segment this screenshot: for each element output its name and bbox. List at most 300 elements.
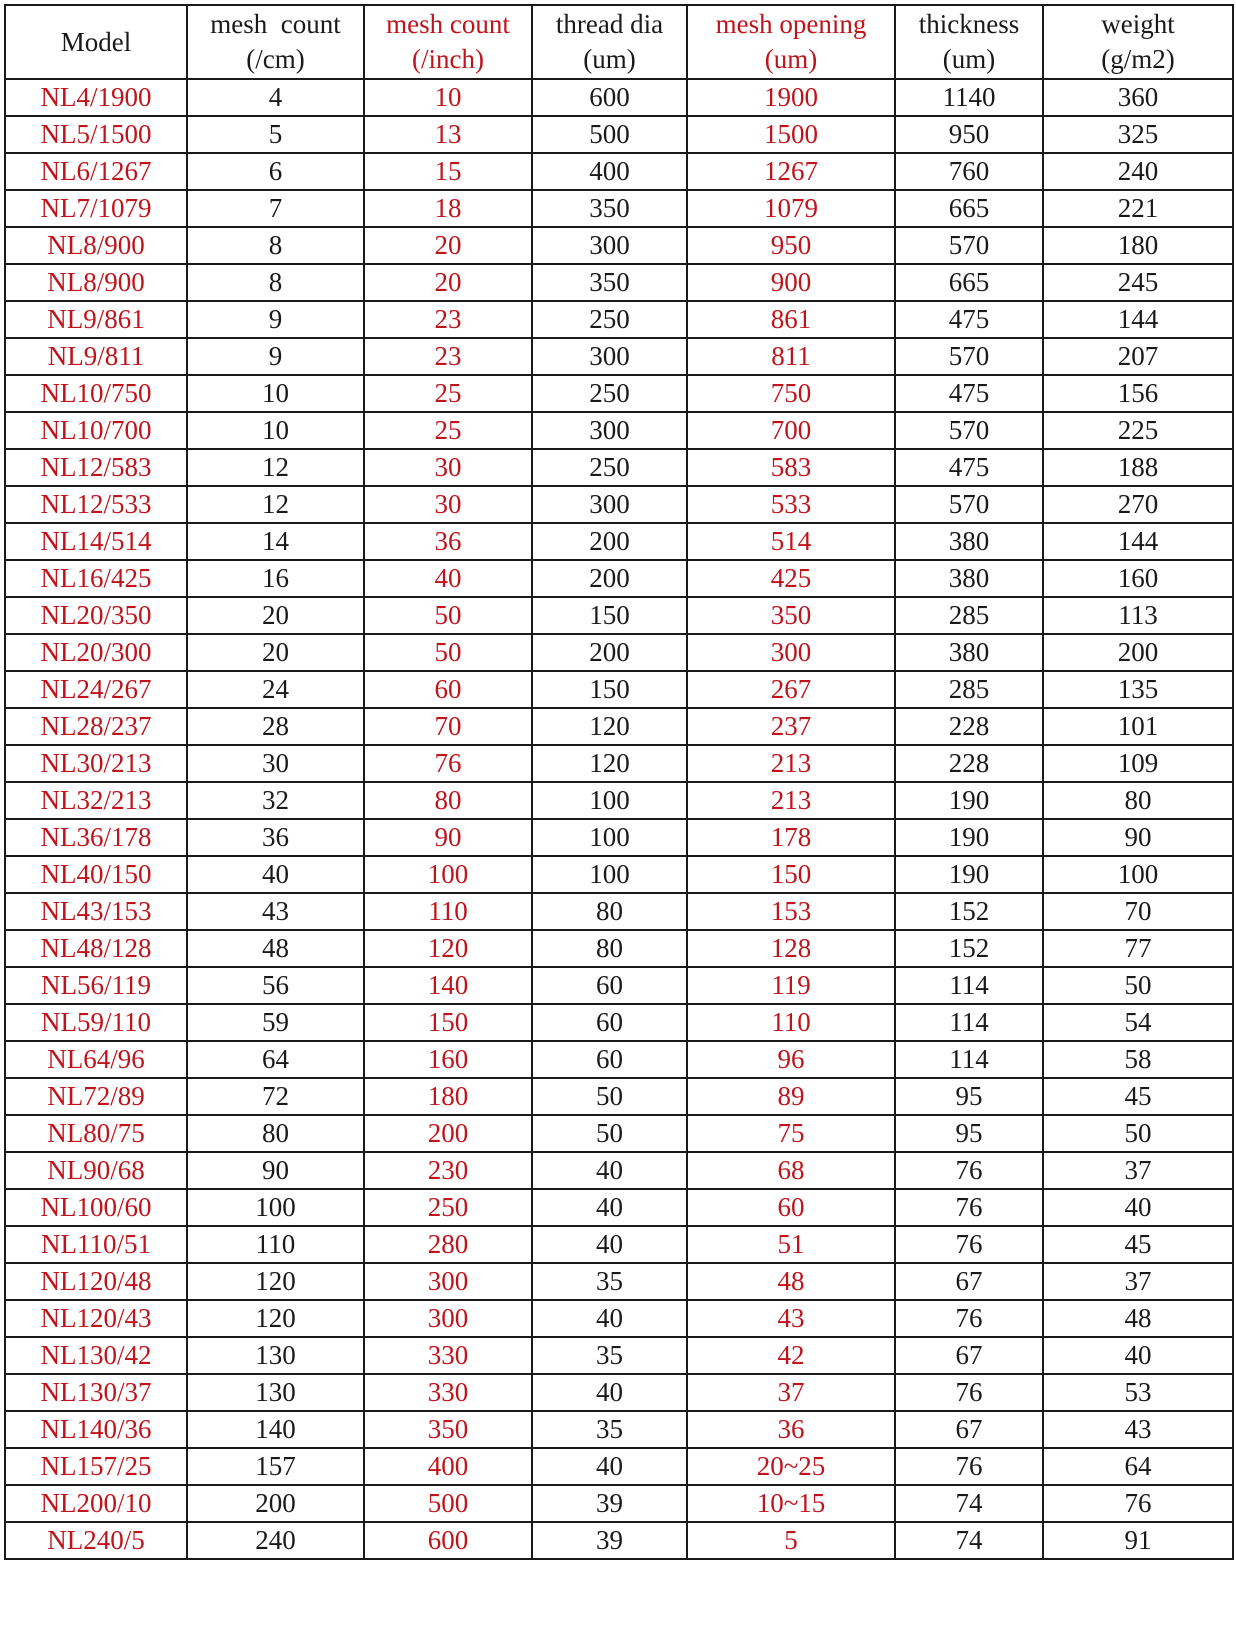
cell-mesh-opening: 350 [687,597,895,634]
cell-weight: 80 [1043,782,1233,819]
cell-mesh-count-inch: 20 [364,264,532,301]
cell-model: NL90/68 [5,1152,187,1189]
cell-thread-dia: 200 [532,560,687,597]
cell-thread-dia: 300 [532,227,687,264]
cell-mesh-opening: 533 [687,486,895,523]
cell-model: NL10/750 [5,375,187,412]
cell-thickness: 228 [895,708,1043,745]
cell-thread-dia: 60 [532,1004,687,1041]
cell-mesh-opening: 861 [687,301,895,338]
cell-mesh-count-cm: 20 [187,634,364,671]
cell-mesh-count-inch: 200 [364,1115,532,1152]
cell-mesh-opening: 300 [687,634,895,671]
cell-thickness: 380 [895,560,1043,597]
table-row [5,893,1233,930]
cell-mesh-count-cm: 6 [187,153,364,190]
cell-thickness: 67 [895,1337,1043,1374]
cell-model: NL43/153 [5,893,187,930]
cell-model: NL8/900 [5,227,187,264]
cell-mesh-opening: 213 [687,782,895,819]
cell-thread-dia: 35 [532,1337,687,1374]
cell-mesh-count-cm: 90 [187,1152,364,1189]
cell-thread-dia: 80 [532,930,687,967]
cell-mesh-opening: 5 [687,1522,895,1559]
cell-mesh-opening: 20~25 [687,1448,895,1485]
cell-weight: 113 [1043,597,1233,634]
cell-thread-dia: 600 [532,79,687,116]
cell-mesh-count-cm: 14 [187,523,364,560]
cell-weight: 76 [1043,1485,1233,1522]
cell-mesh-opening: 96 [687,1041,895,1078]
table-row [5,597,1233,634]
cell-weight: 40 [1043,1337,1233,1374]
table-row [5,449,1233,486]
cell-mesh-count-inch: 180 [364,1078,532,1115]
table-row [5,1226,1233,1263]
cell-model: NL36/178 [5,819,187,856]
cell-thread-dia: 150 [532,597,687,634]
cell-mesh-count-cm: 157 [187,1448,364,1485]
cell-weight: 48 [1043,1300,1233,1337]
cell-mesh-count-cm: 20 [187,597,364,634]
cell-mesh-opening: 42 [687,1337,895,1374]
cell-mesh-opening: 1267 [687,153,895,190]
cell-model: NL12/533 [5,486,187,523]
table-row [5,523,1233,560]
cell-weight: 101 [1043,708,1233,745]
cell-mesh-opening: 178 [687,819,895,856]
cell-weight: 207 [1043,338,1233,375]
cell-weight: 160 [1043,560,1233,597]
cell-mesh-count-cm: 59 [187,1004,364,1041]
table-row [5,1300,1233,1337]
cell-thickness: 665 [895,264,1043,301]
cell-mesh-count-cm: 140 [187,1411,364,1448]
cell-model: NL48/128 [5,930,187,967]
table-row [5,190,1233,227]
cell-model: NL59/110 [5,1004,187,1041]
cell-thread-dia: 300 [532,412,687,449]
cell-mesh-opening: 811 [687,338,895,375]
cell-thread-dia: 350 [532,264,687,301]
cell-mesh-opening: 75 [687,1115,895,1152]
header-model: Model [5,5,187,79]
cell-model: NL5/1500 [5,116,187,153]
cell-thread-dia: 60 [532,1041,687,1078]
cell-weight: 100 [1043,856,1233,893]
cell-mesh-count-cm: 10 [187,412,364,449]
cell-mesh-count-cm: 30 [187,745,364,782]
header-mesh-count-inch [364,5,532,79]
table-row [5,1337,1233,1374]
table-row [5,301,1233,338]
cell-mesh-count-inch: 25 [364,412,532,449]
cell-thread-dia: 100 [532,856,687,893]
cell-mesh-count-inch: 100 [364,856,532,893]
cell-mesh-count-inch: 80 [364,782,532,819]
cell-weight: 144 [1043,301,1233,338]
cell-mesh-opening: 425 [687,560,895,597]
cell-mesh-count-cm: 24 [187,671,364,708]
header-thread-dia-label: thread dia [555,9,664,39]
cell-weight: 360 [1043,79,1233,116]
cell-mesh-count-inch: 30 [364,449,532,486]
cell-mesh-opening: 51 [687,1226,895,1263]
cell-mesh-opening: 213 [687,745,895,782]
cell-thickness: 190 [895,856,1043,893]
cell-mesh-opening: 153 [687,893,895,930]
cell-model: NL9/861 [5,301,187,338]
cell-mesh-opening: 37 [687,1374,895,1411]
cell-weight: 225 [1043,412,1233,449]
cell-weight: 144 [1043,523,1233,560]
cell-weight: 77 [1043,930,1233,967]
cell-mesh-count-inch: 350 [364,1411,532,1448]
cell-weight: 40 [1043,1189,1233,1226]
cell-mesh-count-inch: 23 [364,338,532,375]
table-row [5,1041,1233,1078]
cell-mesh-count-inch: 400 [364,1448,532,1485]
cell-model: NL80/75 [5,1115,187,1152]
header-row [5,5,1233,79]
cell-model: NL8/900 [5,264,187,301]
table-row [5,1448,1233,1485]
cell-thread-dia: 100 [532,782,687,819]
cell-thickness: 285 [895,671,1043,708]
cell-model: NL28/237 [5,708,187,745]
cell-weight: 180 [1043,227,1233,264]
cell-mesh-count-cm: 12 [187,449,364,486]
cell-mesh-count-inch: 18 [364,190,532,227]
cell-mesh-count-cm: 200 [187,1485,364,1522]
header-mesh-count-cm [187,5,364,79]
cell-thickness: 76 [895,1300,1043,1337]
cell-mesh-opening: 36 [687,1411,895,1448]
cell-thread-dia: 250 [532,449,687,486]
cell-thread-dia: 250 [532,301,687,338]
cell-mesh-opening: 10~15 [687,1485,895,1522]
cell-mesh-opening: 900 [687,264,895,301]
cell-model: NL32/213 [5,782,187,819]
cell-mesh-count-cm: 120 [187,1300,364,1337]
cell-mesh-count-cm: 130 [187,1374,364,1411]
cell-mesh-opening: 119 [687,967,895,1004]
cell-model: NL72/89 [5,1078,187,1115]
cell-thickness: 95 [895,1078,1043,1115]
cell-thickness: 152 [895,930,1043,967]
cell-thickness: 114 [895,1041,1043,1078]
cell-weight: 37 [1043,1263,1233,1300]
table-row [5,782,1233,819]
table-row [5,1263,1233,1300]
cell-model: NL100/60 [5,1189,187,1226]
cell-model: NL240/5 [5,1522,187,1559]
cell-thickness: 190 [895,782,1043,819]
cell-mesh-count-inch: 36 [364,523,532,560]
cell-thread-dia: 40 [532,1300,687,1337]
cell-thread-dia: 40 [532,1152,687,1189]
cell-mesh-count-inch: 76 [364,745,532,782]
cell-mesh-count-cm: 43 [187,893,364,930]
table-row [5,375,1233,412]
cell-weight: 58 [1043,1041,1233,1078]
table-row [5,671,1233,708]
cell-mesh-count-cm: 120 [187,1263,364,1300]
header-mesh-count-cm-label: mesh count [210,9,341,39]
cell-mesh-opening: 150 [687,856,895,893]
table-row [5,745,1233,782]
cell-mesh-count-inch: 50 [364,634,532,671]
cell-mesh-count-cm: 8 [187,227,364,264]
cell-mesh-opening: 89 [687,1078,895,1115]
cell-mesh-count-cm: 12 [187,486,364,523]
header-weight-label: weight [1101,9,1175,39]
cell-thread-dia: 80 [532,893,687,930]
table-row [5,819,1233,856]
cell-mesh-opening: 514 [687,523,895,560]
cell-thickness: 570 [895,486,1043,523]
cell-thickness: 228 [895,745,1043,782]
cell-mesh-opening: 1900 [687,79,895,116]
header-thickness-label: thickness [918,9,1020,39]
cell-mesh-count-inch: 15 [364,153,532,190]
cell-mesh-opening: 750 [687,375,895,412]
table-row [5,856,1233,893]
cell-model: NL30/213 [5,745,187,782]
cell-model: NL9/811 [5,338,187,375]
table-row [5,486,1233,523]
cell-mesh-count-cm: 4 [187,79,364,116]
cell-mesh-count-inch: 20 [364,227,532,264]
cell-thickness: 475 [895,375,1043,412]
cell-weight: 50 [1043,1115,1233,1152]
cell-model: NL40/150 [5,856,187,893]
table-row [5,79,1233,116]
cell-model: NL7/1079 [5,190,187,227]
cell-mesh-opening: 700 [687,412,895,449]
cell-weight: 45 [1043,1226,1233,1263]
cell-model: NL20/300 [5,634,187,671]
cell-weight: 200 [1043,634,1233,671]
cell-thickness: 570 [895,227,1043,264]
cell-weight: 156 [1043,375,1233,412]
cell-weight: 91 [1043,1522,1233,1559]
cell-mesh-count-cm: 64 [187,1041,364,1078]
table-row [5,708,1233,745]
table-row [5,227,1233,264]
cell-model: NL16/425 [5,560,187,597]
cell-mesh-count-inch: 140 [364,967,532,1004]
cell-thread-dia: 35 [532,1263,687,1300]
header-weight-unit: (g/m2) [1101,44,1175,74]
cell-thickness: 76 [895,1189,1043,1226]
header-thickness-unit: (um) [942,44,996,74]
cell-mesh-opening: 237 [687,708,895,745]
cell-thickness: 152 [895,893,1043,930]
cell-mesh-count-cm: 72 [187,1078,364,1115]
cell-mesh-count-inch: 40 [364,560,532,597]
cell-thickness: 67 [895,1411,1043,1448]
cell-thickness: 475 [895,301,1043,338]
cell-mesh-count-cm: 32 [187,782,364,819]
header-mesh-count-inch-unit: (/inch) [412,44,484,74]
cell-mesh-count-cm: 16 [187,560,364,597]
cell-mesh-count-inch: 330 [364,1374,532,1411]
cell-mesh-opening: 43 [687,1300,895,1337]
cell-mesh-count-inch: 300 [364,1263,532,1300]
cell-mesh-count-inch: 120 [364,930,532,967]
cell-weight: 270 [1043,486,1233,523]
cell-mesh-count-cm: 5 [187,116,364,153]
cell-mesh-count-inch: 330 [364,1337,532,1374]
cell-weight: 45 [1043,1078,1233,1115]
cell-mesh-opening: 267 [687,671,895,708]
table-row [5,153,1233,190]
cell-thread-dia: 500 [532,116,687,153]
cell-mesh-opening: 60 [687,1189,895,1226]
cell-weight: 135 [1043,671,1233,708]
header-thread-dia-unit: (um) [583,44,636,74]
cell-thickness: 76 [895,1374,1043,1411]
cell-model: NL20/350 [5,597,187,634]
cell-thread-dia: 39 [532,1485,687,1522]
cell-model: NL24/267 [5,671,187,708]
cell-mesh-count-cm: 36 [187,819,364,856]
cell-mesh-count-cm: 28 [187,708,364,745]
cell-thickness: 190 [895,819,1043,856]
cell-thickness: 380 [895,523,1043,560]
cell-model: NL110/51 [5,1226,187,1263]
cell-mesh-count-inch: 600 [364,1522,532,1559]
cell-weight: 188 [1043,449,1233,486]
cell-thickness: 76 [895,1448,1043,1485]
cell-weight: 37 [1043,1152,1233,1189]
cell-model: NL14/514 [5,523,187,560]
cell-thread-dia: 400 [532,153,687,190]
cell-thread-dia: 300 [532,486,687,523]
table-row [5,1004,1233,1041]
cell-thread-dia: 50 [532,1078,687,1115]
cell-mesh-count-inch: 150 [364,1004,532,1041]
cell-mesh-opening: 1500 [687,116,895,153]
table-row [5,634,1233,671]
cell-model: NL4/1900 [5,79,187,116]
cell-mesh-count-cm: 130 [187,1337,364,1374]
cell-thickness: 665 [895,190,1043,227]
cell-mesh-count-inch: 70 [364,708,532,745]
cell-thickness: 285 [895,597,1043,634]
cell-thread-dia: 35 [532,1411,687,1448]
cell-mesh-count-inch: 23 [364,301,532,338]
table-header [5,5,1233,79]
cell-mesh-opening: 128 [687,930,895,967]
header-mesh-count-cm-unit: (/cm) [246,44,305,74]
cell-thread-dia: 200 [532,523,687,560]
table-row [5,1485,1233,1522]
header-mesh-count-inch-label: mesh count [386,9,510,39]
cell-thickness: 114 [895,967,1043,1004]
cell-weight: 245 [1043,264,1233,301]
cell-mesh-count-cm: 56 [187,967,364,1004]
cell-mesh-count-inch: 280 [364,1226,532,1263]
cell-mesh-count-cm: 100 [187,1189,364,1226]
table-row [5,412,1233,449]
cell-mesh-opening: 583 [687,449,895,486]
cell-mesh-opening: 110 [687,1004,895,1041]
table-row [5,560,1233,597]
cell-weight: 50 [1043,967,1233,1004]
cell-model: NL157/25 [5,1448,187,1485]
cell-thread-dia: 200 [532,634,687,671]
cell-mesh-count-inch: 500 [364,1485,532,1522]
cell-mesh-count-cm: 8 [187,264,364,301]
cell-thickness: 76 [895,1226,1043,1263]
cell-weight: 70 [1043,893,1233,930]
cell-model: NL120/48 [5,1263,187,1300]
cell-thickness: 950 [895,116,1043,153]
cell-mesh-opening: 68 [687,1152,895,1189]
table-row [5,1374,1233,1411]
cell-thickness: 95 [895,1115,1043,1152]
table-row [5,1152,1233,1189]
cell-thread-dia: 150 [532,671,687,708]
cell-model: NL10/700 [5,412,187,449]
cell-mesh-count-inch: 13 [364,116,532,153]
cell-thickness: 67 [895,1263,1043,1300]
cell-thread-dia: 40 [532,1448,687,1485]
cell-weight: 109 [1043,745,1233,782]
cell-thickness: 114 [895,1004,1043,1041]
cell-thread-dia: 40 [532,1374,687,1411]
cell-mesh-count-cm: 10 [187,375,364,412]
cell-mesh-count-cm: 110 [187,1226,364,1263]
table-row [5,338,1233,375]
cell-mesh-count-inch: 30 [364,486,532,523]
cell-mesh-count-inch: 110 [364,893,532,930]
cell-mesh-opening: 1079 [687,190,895,227]
mesh-spec-table [4,4,1234,1560]
cell-thread-dia: 50 [532,1115,687,1152]
cell-mesh-count-cm: 7 [187,190,364,227]
cell-thread-dia: 40 [532,1226,687,1263]
cell-model: NL140/36 [5,1411,187,1448]
cell-thickness: 760 [895,153,1043,190]
cell-thickness: 76 [895,1152,1043,1189]
header-thread-dia [532,5,687,79]
table-row [5,1189,1233,1226]
table-row [5,1078,1233,1115]
cell-mesh-count-inch: 60 [364,671,532,708]
cell-weight: 90 [1043,819,1233,856]
cell-mesh-count-inch: 230 [364,1152,532,1189]
cell-weight: 43 [1043,1411,1233,1448]
cell-thread-dia: 40 [532,1189,687,1226]
header-mesh-opening-unit: (um) [764,44,818,74]
cell-weight: 64 [1043,1448,1233,1485]
cell-thickness: 74 [895,1485,1043,1522]
cell-mesh-count-inch: 10 [364,79,532,116]
cell-model: NL120/43 [5,1300,187,1337]
cell-mesh-count-cm: 9 [187,301,364,338]
table-row [5,1411,1233,1448]
header-weight [1043,5,1233,79]
cell-mesh-count-cm: 48 [187,930,364,967]
cell-model: NL56/119 [5,967,187,1004]
cell-thread-dia: 120 [532,745,687,782]
cell-weight: 53 [1043,1374,1233,1411]
table-row [5,930,1233,967]
cell-model: NL6/1267 [5,153,187,190]
